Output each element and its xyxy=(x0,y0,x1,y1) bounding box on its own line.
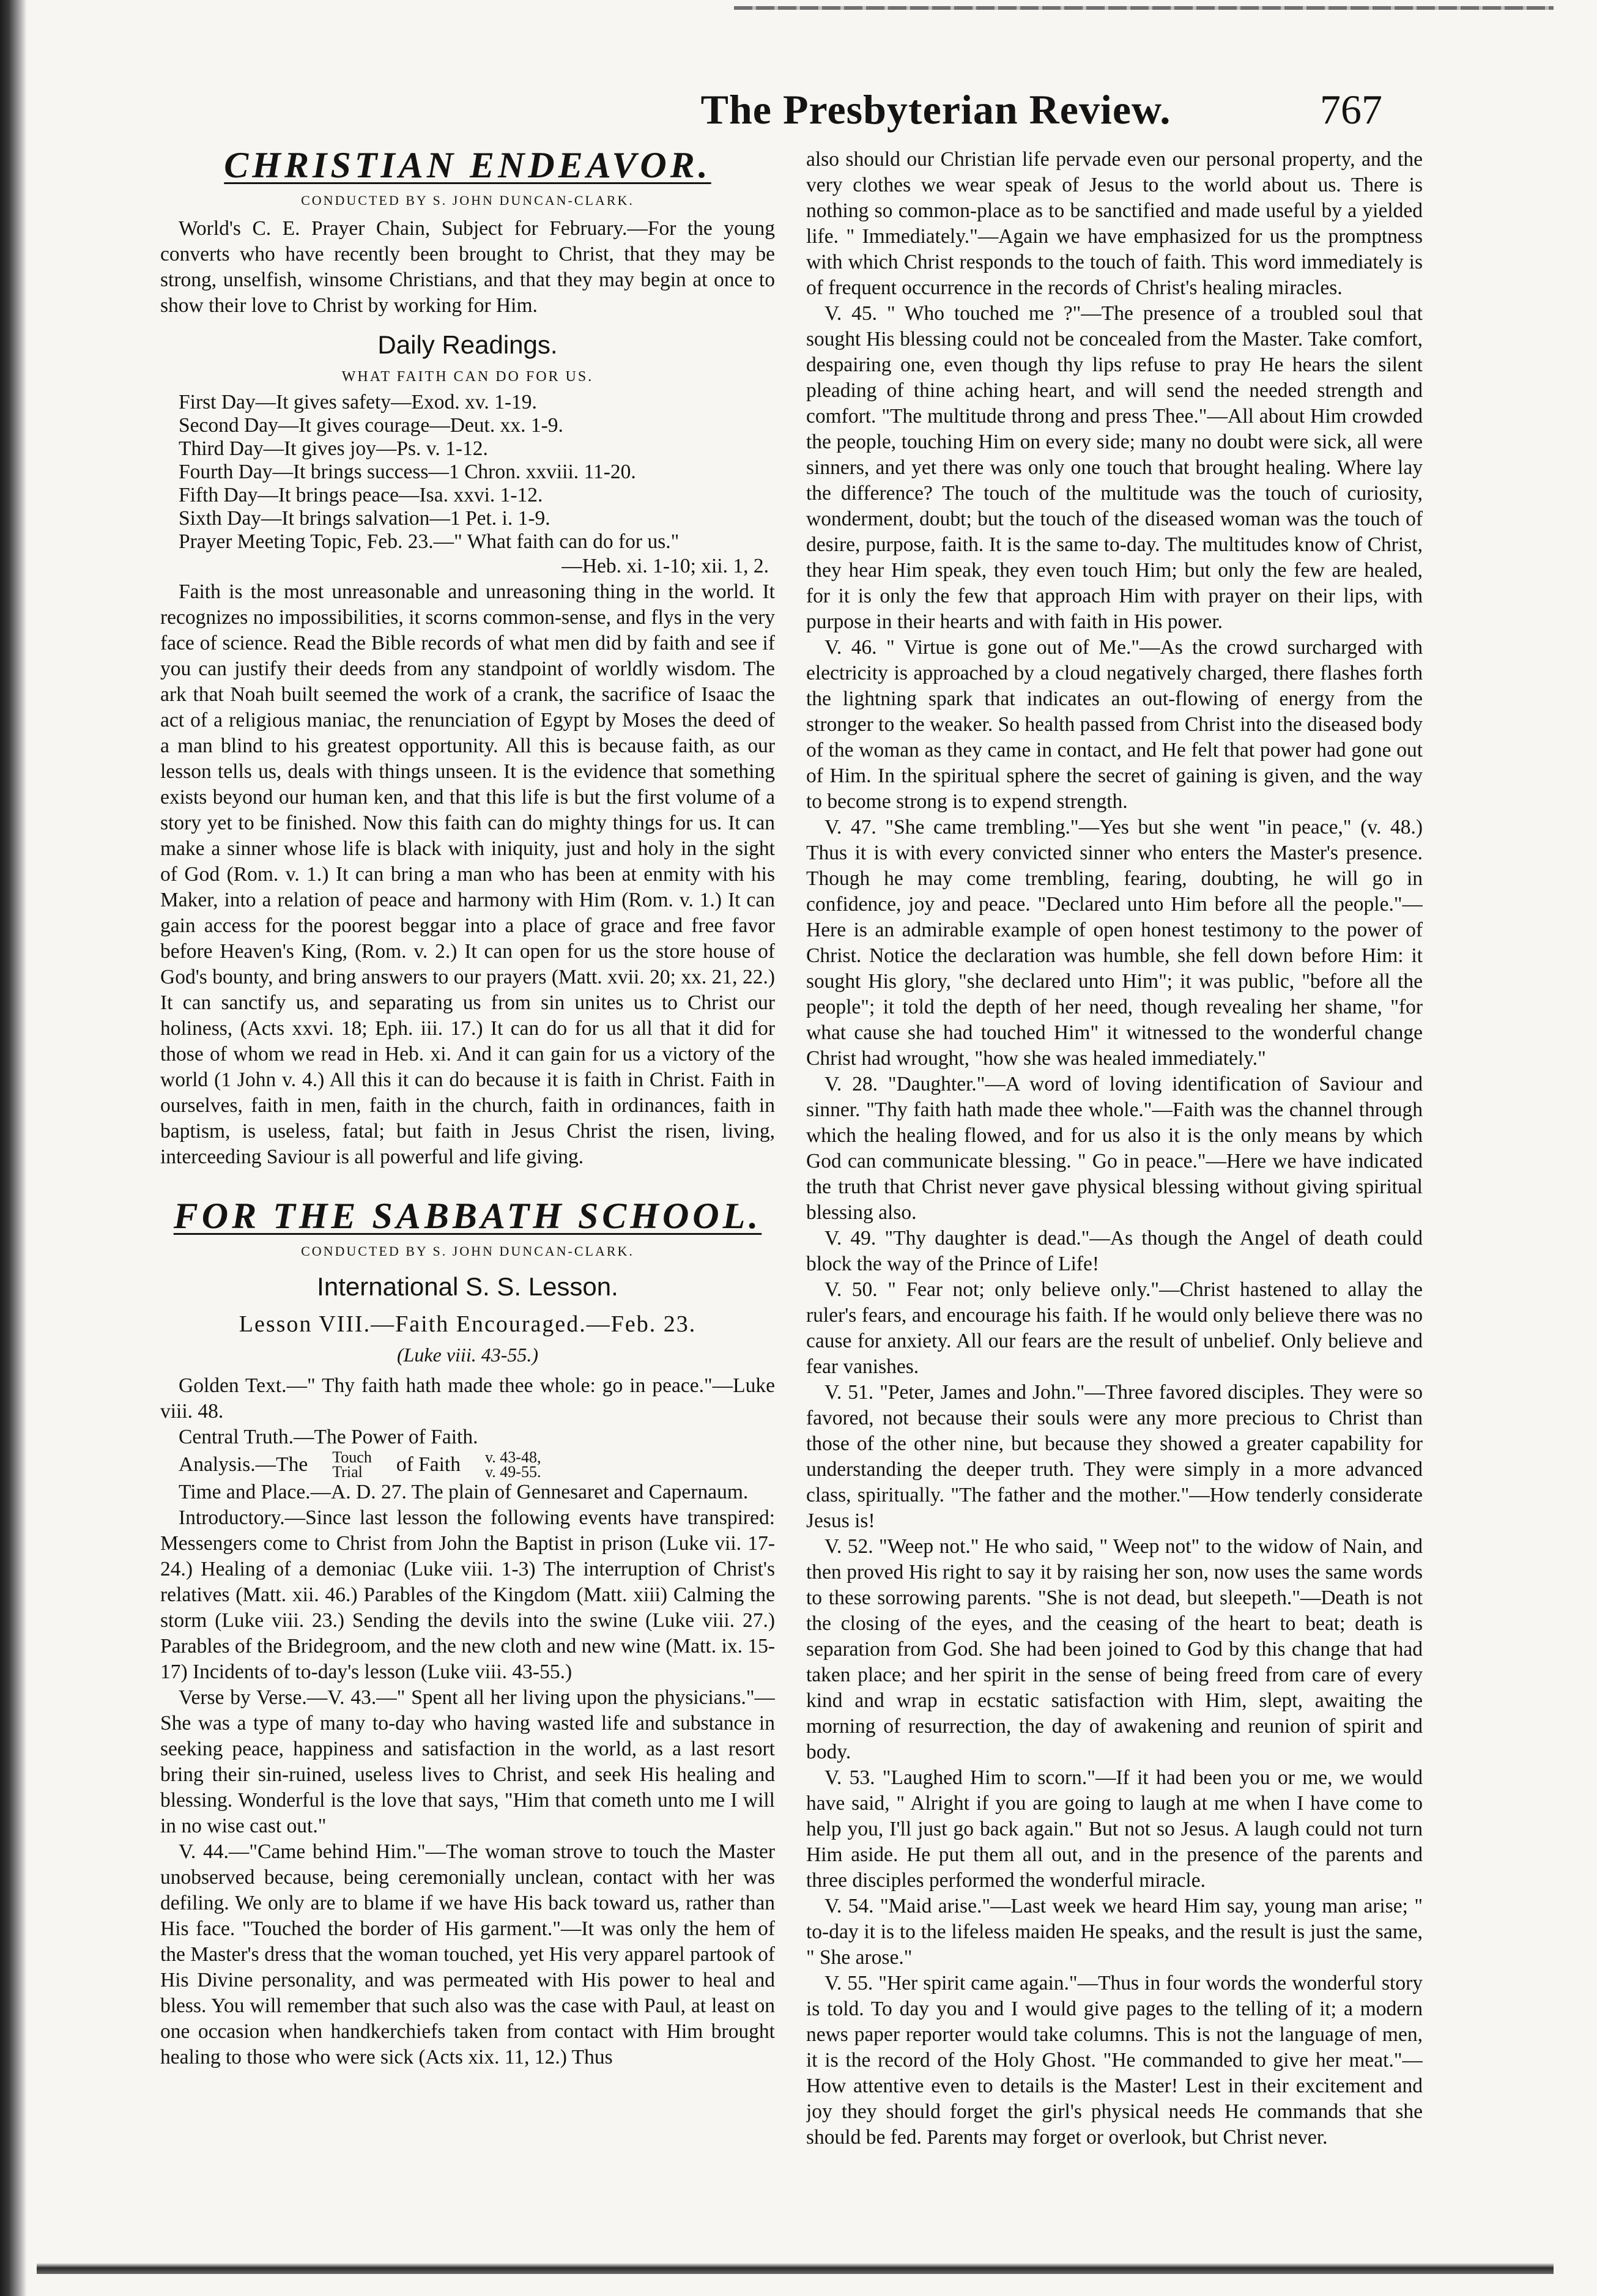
reading-item: First Day—It gives safety—Exod. xv. 1-19. xyxy=(179,391,537,413)
verse-44-paragraph: V. 44.—"Came behind Him."—The woman strove to touch the Master unobserved because, being ceremonially unclean, contact with her was defiling. We only are to blame if we have His back toward us, rather than His face. "Touched the border of His garment."—It was only the hem of the Master's dress that the woman touched, yet His very apparel partook of His Divine personality, and was permeated with His power to heal and bless. You will remember that such also was the case with Paul, at least on one occasion when handkerchiefs taken from contact with Him brought healing to those who were sick (Acts xix. 11, 12.) Thus xyxy=(160,1840,775,2068)
golden-text: Golden Text.—" Thy faith hath made thee whole: go in peace."—Luke viii. 48. xyxy=(160,1374,775,1423)
introductory-paragraph: Introductory.—Since last lesson the following events have transpired: Messengers come to Christ from John the Baptist in prison (Luke vii. 17-24.) Healing of a demoniac (Luke viii. 1-3) The interruption of Christ's relatives (Matt. xii. 46.) Parables of the Kingdom (Matt. xiii) Calming the storm (Luke viii. 23.) Sending the devils into the swine (Luke viii. 27.) Parables of the Bridegroom, and the new cloth and new wine (Matt. ix. 15-17) Incidents of to-day's lesson (Luke viii. 43-55.) xyxy=(160,1506,775,1683)
analysis-bracket xyxy=(314,1450,372,1479)
analysis-mid: of Faith xyxy=(396,1453,461,1476)
analysis-ref-bottom: v. 49-55. xyxy=(484,1463,541,1481)
daily-readings-heading: Daily Readings. xyxy=(377,330,558,359)
running-title: The Presbyterian Review. xyxy=(700,86,1171,133)
verse-paragraph: V. 54. "Maid arise."—Last week we heard Him say, young man arise; " to-day it is to the lifeless maiden He speaks, and the result is just the same, " She arose." xyxy=(806,1895,1423,1969)
left-column xyxy=(160,144,775,2248)
prayer-chain-paragraph: World's C. E. Prayer Chain, Subject for February.—For the young converts who have recently been brought to Christ, that they may be strong, unselfish, winsome Christians, and that they may begin at once to show their love to Christ by working for Him. xyxy=(160,217,775,317)
analysis-bottom: Trial xyxy=(332,1463,363,1481)
right-column xyxy=(806,147,1423,2251)
faith-body-paragraph: Faith is the most unreasonable and unreasoning thing in the world. It recognizes no impossibilities, it scorns common-sense, and flys in the very face of science. Read the Bible records of what men did by faith and see if you can justify their deeds from any standpoint of worldly wisdom. The ark that Noah built seemed the work of a crank, the sacrifice of Isaac the act of a religious maniac, the renunciation of Egypt by Moses the deed of a man blind to his greatest opportunity. All this is because faith, as our lesson tells us, deals with things unseen. It is the evidence that something exists beyond our human ken, and that this life is but the first volume of a story yet to be finished. Now this faith can do mighty things for us. It can make a sinner whose life is black with iniquity, just and holy in the sight of God (Rom. v. 1.) It can bring a man who has been at enmity with his Maker, into a relation of peace and harmony with Him (Rom. v. 1.) It can gain access for the poorest beggar into a place of grace and free favor before Heaven's King, (Rom. v. 2.) It can open for us the store house of God's bounty, and bring answers to our prayers (Matt. xvii. 20; xx. 21, 22.) It can sanctify us, and separating us from sin unites us to Christ our holiness, (Acts xxvi. 18; Eph. iii. 17.) It can do for us all that it did for those of whom we read in Heb. xi. And it can gain for us a victory of the world (1 John v. 4.) All this it can do because it is faith in Christ. Faith in ourselves, faith in men, faith in the church, faith in ordinances, faith in baptism, is useless, fatal; but faith in Jesus Christ the risen, living, interceeding Saviour is all powerful and life giving. xyxy=(160,580,775,1168)
verse-paragraph: V. 28. "Daughter."—A word of loving identification of Saviour and sinner. "Thy faith hath made thee whole."—Faith was the channel through which the healing flowed, and for us also it is the only means by which God can communicate blessing. " Go in peace."—Here we have indicated the truth that Christ never gave physical blessing without giving spiritual blessing also. xyxy=(806,1073,1423,1224)
reading-item: Fifth Day—It brings peace—Isa. xxvi. 1-12. xyxy=(179,484,543,506)
verse-paragraph: V. 45. " Who touched me ?"—The presence of a troubled soul that sought His blessing could not be concealed from the Master. Take comfort, despairing one, even though thy lips refuse to pray He hears the silent pleading of thine aching heart, and will send the needed strength and comfort. "The multitude throng and press Thee."—All about Him crowded the people, touching Him on every side; many no doubt were sick, all were sinners, and yet there was only one touch that brought healing. Where lay the difference? The touch of the multitude was the touch of curiosity, wonderment, doubt; but the touch of the diseased woman was the touch of desire, purpose, faith. It is the same to-day. The multitudes know of Christ, they hear Him speak, they even touch Him; but only the few are healed, for it is only the few that approach Him with prayer on their lips, with purpose in their hearts and with faith in His power. xyxy=(806,302,1423,633)
endeavor-title: CHRISTIAN ENDEAVOR. xyxy=(224,145,711,185)
reading-item: Third Day—It gives joy—Ps. v. 1-12. xyxy=(179,437,488,460)
sabbath-school-title: FOR THE SABBATH SCHOOL. xyxy=(173,1196,762,1236)
verse-paragraph: V. 47. "She came trembling."—Yes but she went "in peace," (v. 48.) Thus it is with every convicted sinner who enters the Master's presence. Though he may come trembling, fearing, doubting, he will go in confidence, joy and peace. "Declared unto Him before all the people."—Here is an admirable example of open honest testimony to the power of Christ. Notice the declaration was humble, she fell down before Him: it sought His glory, "she declared unto Him"; it was public, "before all the people"; it told the depth of her need, though revealing her shame, "for what cause she had touched Him" it witnessed to the wonderful change Christ had wrought, "how she was healed immediately." xyxy=(806,816,1423,1070)
verse-paragraph: V. 50. " Fear not; only believe only."—Christ hastened to allay the ruler's fears, and encourage his faith. If he would only believe there was no cause for anxiety. All our fears are the result of unbelief. Only believe and fear vanishes. xyxy=(806,1278,1423,1378)
central-truth: Central Truth.—The Power of Faith. xyxy=(179,1426,478,1448)
verse-43-paragraph: Verse by Verse.—V. 43.—" Spent all her living upon the physicians."—She was a type of many to-day who having wasted life and substance in seeking peace, happiness and satisfaction in the world, as a last resort bring their sin-ruined, useless lives to Christ, and seek His healing and blessing. Wonderful is the love that says, "Him that cometh unto me I will in no wise cast out." xyxy=(160,1686,775,1837)
reading-item: Fourth Day—It brings success—1 Chron. xxviii. 11-20. xyxy=(179,461,636,483)
readings-subhead: WHAT FAITH CAN DO FOR US. xyxy=(341,369,594,385)
analysis-line xyxy=(160,1450,775,1479)
verse-paragraph: V. 55. "Her spirit came again."—Thus in four words the wonderful story is told. To day you and I would give pages to the telling of it; a modern news paper reporter would take columns. This is not the language of men, it is the record of the Holy Ghost. "He commanded to give her meat."—How attentive even to details is the Master! Lest in their excitement and joy they should forget the girl's physical needs He commands that she should be fed. Parents may forget or overlook, but Christ never. xyxy=(806,1972,1423,2149)
top-rule xyxy=(734,6,1554,10)
lesson-line: Lesson VIII.—Faith Encouraged.—Feb. 23. xyxy=(239,1311,697,1337)
verse-paragraph: V. 51. "Peter, James and John."—Three favored disciples. They were so favored, not because their souls were any more precious to Christ than those of the other nine, but because they showed a greater capability for understanding the deeper truth. They were simply in a more advanced class, spiritually. "The father and the mother."—How tenderly considerate Jesus is! xyxy=(806,1381,1423,1532)
verse-paragraph: V. 52. "Weep not." He who said, " Weep not" to the widow of Nain, and then proved His right to say it by raising her son, now uses the same words to these sorrowing parents. "She is not dead, but sleepeth."—Death is not the closing of the eyes, and the ceasing of the heart to beat; death is separation from God. She had been joined to God by this change that had taken place; and her spirit in the sense of being freed from care of every kind and wrap in ecstatic satisfaction with Him, slept, awaiting the morning of resurrection, the day of awakening and reunion of spirit and body. xyxy=(806,1535,1423,1763)
topic-reference: —Heb. xi. 1-10; xii. 1, 2. xyxy=(561,555,769,577)
continued-paragraph: also should our Christian life pervade even our personal property, and the very clothes we wear speak of Jesus to the world about us. There is nothing so common-place as to be sanctified and made useful by a yielded life. " Immediately."—Again we have emphasized for us the promptness with which Christ responds to the touch of faith. This word immediately is of frequent occurrence in the records of Christ's healing miracles. xyxy=(806,148,1423,299)
sabbath-byline: CONDUCTED BY S. JOHN DUNCAN-CLARK. xyxy=(301,1243,634,1259)
page-number: 767 xyxy=(1320,86,1382,133)
verse-paragraph: V. 49. "Thy daughter is dead."—As though the Angel of death could block the way of the Prince of Life! xyxy=(806,1227,1423,1275)
verse-paragraph: V. 46. " Virtue is gone out of Me."—As the crowd surcharged with electricity is approached by a cloud negatively charged, there flashes forth the lightning spark that indicates an out-flowing of energy from the stronger to the weaker. So health passed from Christ into the diseased body of the woman as they came in contact, and He felt that power had gone out of Him. In the spiritual sphere the secret of gaining is given, and the way to become strong is to expend strength. xyxy=(806,636,1423,813)
lesson-reference: (Luke viii. 43-55.) xyxy=(396,1344,539,1366)
analysis-ref-top: v. 43-48, xyxy=(484,1448,541,1466)
analysis-top: Touch xyxy=(332,1448,372,1466)
reading-item: Sixth Day—It brings salvation—1 Pet. i. 1-9. xyxy=(179,507,550,530)
page-binding-edge xyxy=(0,0,27,2296)
verse-paragraph: V. 53. "Laughed Him to scorn."—If it had been you or me, we would have said, " Alright if you are going to laugh at me when I have come to help you, I'll just go back again." But not so Jesus. A laugh could not turn Him aside. He put them all out, and in the presence of the parents and three disciples performed the wonderful miracle. xyxy=(806,1766,1423,1892)
analysis-prefix: Analysis.—The xyxy=(179,1453,308,1476)
lesson-heading: International S. S. Lesson. xyxy=(317,1272,618,1301)
endeavor-byline: CONDUCTED BY S. JOHN DUNCAN-CLARK. xyxy=(301,193,634,208)
analysis-refs xyxy=(467,1450,541,1479)
bottom-rule xyxy=(37,2263,1554,2274)
prayer-meeting-topic: Prayer Meeting Topic, Feb. 23.—" What faith can do for us." xyxy=(179,530,680,553)
reading-item: Second Day—It gives courage—Deut. xx. 1-9. xyxy=(179,414,563,437)
time-and-place: Time and Place.—A. D. 27. The plain of Gennesaret and Capernaum. xyxy=(179,1481,749,1503)
